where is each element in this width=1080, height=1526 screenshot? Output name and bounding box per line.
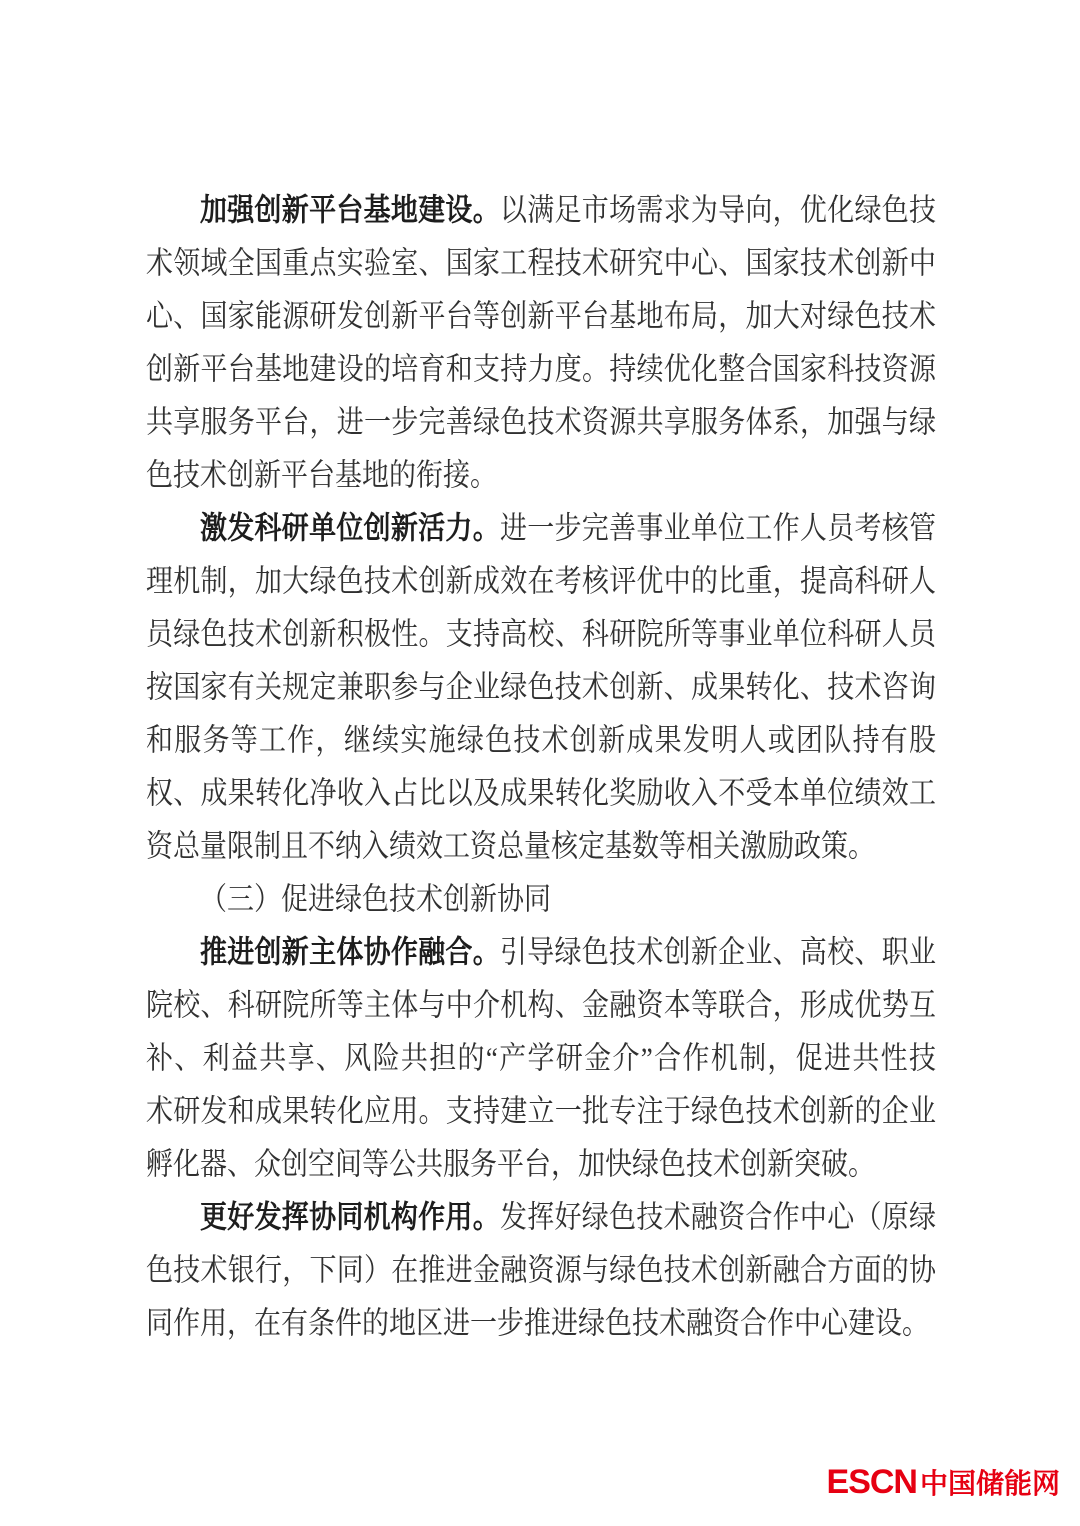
- text-line: [146, 1134, 936, 1195]
- line-text: （三）促进绿色技术创新协同: [200, 881, 551, 917]
- line-text: 院校、科研院所等主体与中介机构、金融资本等联合，形成优势互: [146, 987, 936, 1023]
- text-line: [146, 1081, 936, 1142]
- text-line: [146, 180, 936, 241]
- text-line: [146, 445, 936, 506]
- line-text: 术研发和成果转化应用。支持建立一批专注于绿色技术创新的企业: [146, 1093, 936, 1129]
- line-text: 资总量限制且不纳入绩效工资总量核定基数等相关激励政策。: [146, 828, 875, 864]
- line-text: 创新平台基地建设的培育和支持力度。持续优化整合国家科技资源: [146, 351, 936, 387]
- line-text: 心、国家能源研发创新平台等创新平台基地布局，加大对绿色技术: [146, 298, 936, 334]
- line-text: 发挥好绿色技术融资合作中心（原绿: [499, 1199, 937, 1235]
- paragraph-lead: 激发科研单位创新活力。: [200, 510, 500, 546]
- text-line: [146, 816, 936, 877]
- text-line: [146, 286, 936, 347]
- line-text: 按国家有关规定兼职参与企业绿色技术创新、成果转化、技术咨询: [146, 669, 936, 705]
- line-text: 色技术银行，下同）在推进金融资源与绿色技术创新融合方面的协: [146, 1252, 936, 1288]
- line-text: 共享服务平台，进一步完善绿色技术资源共享服务体系，加强与绿: [146, 404, 936, 440]
- paragraph-lead: 推进创新主体协作融合。: [200, 934, 500, 970]
- text-line: [146, 339, 936, 400]
- line-text: 理机制，加大绿色技术创新成效在考核评优中的比重，提高科研人: [146, 563, 936, 599]
- text-line: [146, 1240, 936, 1301]
- line-text: 色技术创新平台基地的衔接。: [146, 457, 497, 493]
- line-text: 进一步完善事业单位工作人员考核管: [499, 510, 937, 546]
- line-text: 同作用，在有条件的地区进一步推进绿色技术融资合作中心建设。: [146, 1305, 929, 1341]
- paragraph-lead: 加强创新平台基地建设。: [200, 192, 500, 228]
- line-text: 员绿色技术创新积极性。支持高校、科研院所等事业单位科研人员: [146, 616, 936, 652]
- line-text: 以满足市场需求为导向，优化绿色技: [499, 192, 937, 228]
- text-line: [146, 1293, 936, 1354]
- text-line: [146, 233, 936, 294]
- text-line: [146, 710, 936, 771]
- text-line: [146, 551, 936, 612]
- line-text: 补、利益共享、风险共担的“产学研金介”合作机制，促进共性技: [146, 1040, 936, 1076]
- document-text-block: [146, 184, 936, 1350]
- line-text: 和服务等工作，继续实施绿色技术创新成果发明人或团队持有股: [146, 722, 936, 758]
- text-line: [146, 763, 936, 824]
- text-line: [146, 1028, 936, 1089]
- line-text: 引导绿色技术创新企业、高校、职业: [499, 934, 937, 970]
- text-line: [146, 1187, 936, 1248]
- line-text: 权、成果转化净收入占比以及成果转化奖励收入不受本单位绩效工: [146, 775, 936, 811]
- text-line: [146, 869, 936, 930]
- text-line: [146, 975, 936, 1036]
- line-text: 术领域全国重点实验室、国家工程技术研究中心、国家技术创新中: [146, 245, 936, 281]
- paragraph-lead: 更好发挥协同机构作用。: [200, 1199, 500, 1235]
- text-line: [146, 657, 936, 718]
- text-line: [146, 922, 936, 983]
- escn-watermark: [827, 1462, 1060, 1502]
- text-line: [146, 498, 936, 559]
- text-line: [146, 604, 936, 665]
- escn-logo-latin: ESCN: [826, 1463, 917, 1501]
- line-text: 孵化器、众创空间等公共服务平台，加快绿色技术创新突破。: [146, 1146, 875, 1182]
- escn-logo-chinese: 中国储能网: [919, 1468, 1060, 1499]
- text-line: [146, 392, 936, 453]
